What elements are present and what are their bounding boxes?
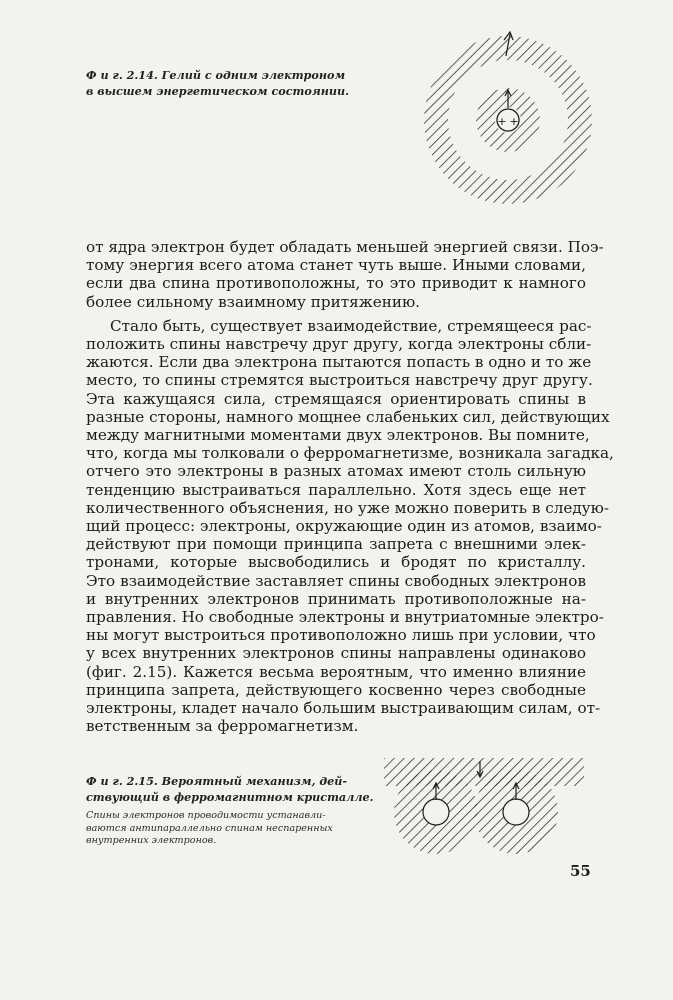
text-line: между магнитными моментами двух электронов. Вы помните, — [86, 426, 590, 445]
text-line: более сильному взаимному притяжению. — [86, 292, 420, 311]
note-line: ваются антипараллельно спинам неспаренных — [86, 822, 333, 834]
text-line: количественного объяснения, но уже можно поверить в следую- — [86, 498, 609, 517]
note-line: внутренних электронов. — [86, 835, 217, 846]
text-line: разные стороны, намного мощнее слабеньких сил, действующих — [86, 407, 610, 426]
text-line: ны могут выстроиться противоположно лишь при условии, что — [86, 626, 596, 645]
text-line: Стало быть, существует взаимодействие, стремящееся рас- — [110, 316, 592, 335]
figure-2-14-helium-atom — [420, 28, 600, 208]
text-line: жаются. Если два электрона пытаются попасть в одно и то же — [86, 353, 592, 372]
text-line: если два спина противоположны, то это приводит к намного — [86, 274, 586, 293]
text-line: электроны, кладет начало большим выстраивающим силам, от- — [86, 699, 601, 718]
text-line: у всех внутренних электронов спины направлены одинаково — [86, 644, 586, 663]
text-line: щий процесс: электроны, окружающие один из атомов, взаимо- — [86, 517, 602, 536]
text-line: от ядра электрон будет обладать меньшей энергией связи. Поэ- — [86, 238, 604, 256]
text-line: положить спины навстречу друг другу, когда электроны сбли- — [86, 335, 592, 354]
text-line: действуют при помощи принципа запрета с внешними элек- — [86, 535, 586, 554]
figure-2-15-ferromagnetic-mechanism — [384, 758, 584, 858]
text-line: место, то спины стремятся выстроиться навстречу друг другу. — [86, 371, 593, 390]
nucleus-charge: + — [497, 115, 507, 128]
caption-line: ствующий в ферромагнитном кристалле. — [86, 790, 374, 804]
text-line: Это взаимодействие заставляет спины свободных электронов — [86, 571, 586, 590]
figure-2-15-caption — [86, 773, 376, 805]
text-line: (фиг. 2.15). Кажется весьма вероятным, что именно влияние — [86, 662, 586, 681]
right-inner-electron — [503, 799, 529, 825]
text-line: тенденцию выстраиваться параллельно. Хотя здесь еще нет — [86, 480, 586, 499]
figure-2-14-caption — [86, 67, 376, 99]
paragraph-2 — [86, 316, 614, 736]
caption-line: в высшем энергетическом состоянии. — [86, 84, 350, 98]
left-inner-electron — [423, 799, 449, 825]
paragraph-1 — [86, 238, 604, 311]
caption-line: Ф и г. 2.15. Вероятный механизм, дей- — [86, 774, 348, 788]
note-line: Спины электронов проводимости устанавли- — [86, 810, 326, 821]
text-line: тому энергия всего атома станет чуть выше. Иными словами, — [86, 256, 586, 275]
right-atom-shell — [384, 758, 584, 858]
page-number: 55 — [570, 862, 591, 880]
caption-line: Ф и г. 2.14. Гелий с одним электроном — [86, 68, 346, 82]
figure-2-15-note — [86, 810, 376, 848]
text-line: тронами, которые высвободились и бродят по кристаллу. — [86, 553, 586, 572]
nucleus-charge: + — [509, 115, 519, 128]
text-line: отчего это электроны в разных атомах имеют столь сильную — [86, 462, 586, 481]
text-line: ветственным за ферромагнетизм. — [86, 717, 359, 736]
text-line: что, когда мы толковали о ферромагнетизме, возникала загадка, — [86, 444, 614, 463]
text-line: и внутренних электронов принимать противоположные на- — [86, 589, 586, 608]
text-line: Эта кажущаяся сила, стремящаяся ориентировать спины в — [86, 389, 586, 408]
text-line: правления. Но свободные электроны и внутриатомные электро- — [86, 608, 604, 627]
body-text — [86, 238, 614, 736]
text-line: принципа запрета, действующего косвенно через свободные — [86, 680, 586, 699]
